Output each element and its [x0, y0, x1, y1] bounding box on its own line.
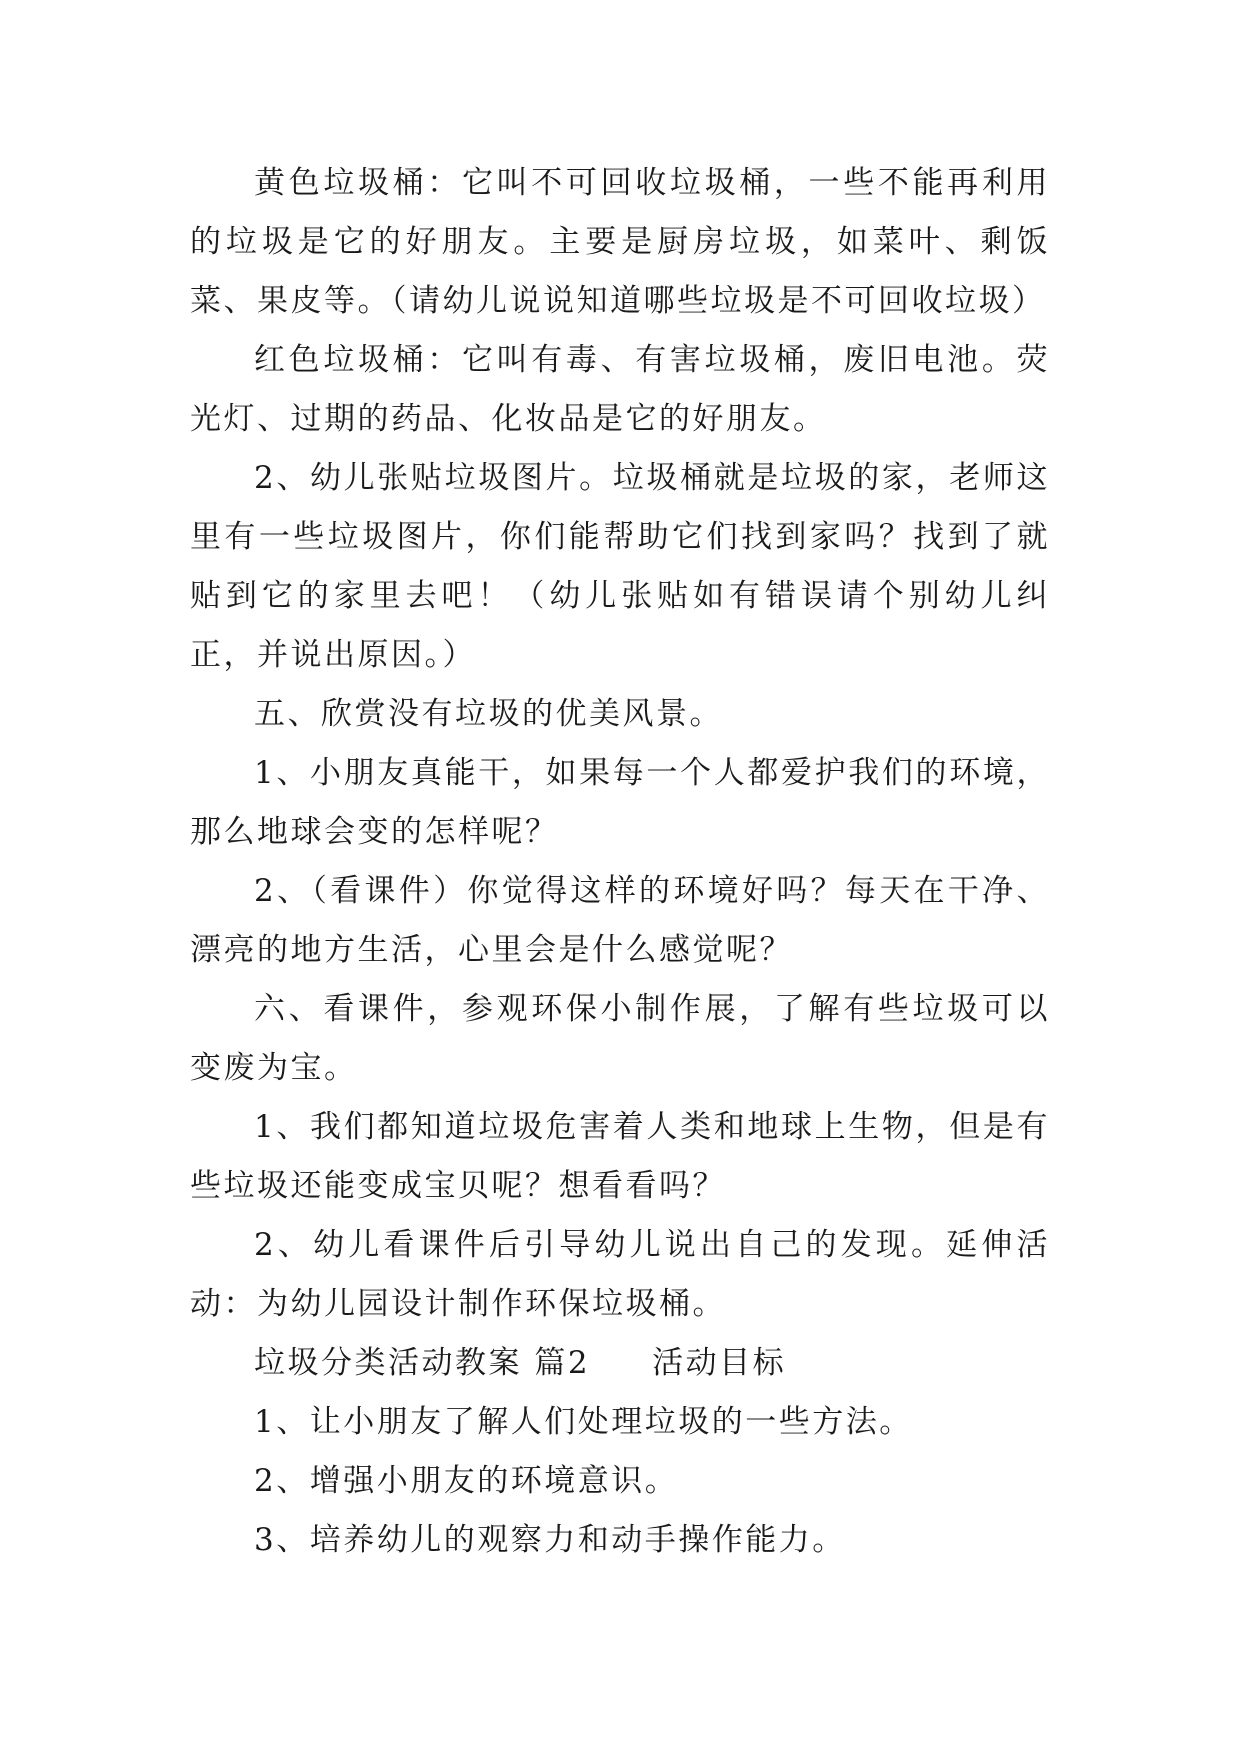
section-title: 垃圾分类活动教案 篇2 — [254, 1345, 591, 1381]
paragraph-step-2-post-pictures: 2、幼儿张贴垃圾图片。垃圾桶就是垃圾的家，老师这里有一些垃圾图片，你们能帮助它们找到家吗？找到了就贴到它的家里去吧！（幼儿张贴如有错误请个别幼儿纠正，并说出原因。） — [190, 460, 1050, 673]
paragraph-six-item-1: 1、我们都知道垃圾危害着人类和地球上生物，但是有些垃圾还能变成宝贝呢？想看看吗？ — [190, 1109, 1050, 1204]
paragraph-six-item-2: 2、幼儿看课件后引导幼儿说出自己的发现。延伸活动：为幼儿园设计制作环保垃圾桶。 — [190, 1227, 1050, 1322]
paragraph-yellow-bin: 黄色垃圾桶：它叫不可回收垃圾桶，一些不能再利用的垃圾是它的好朋友。主要是厨房垃圾，如菜叶、剩饭菜、果皮等。（请幼儿说说知道哪些垃圾是不可回收垃圾） — [190, 165, 1050, 319]
paragraph-section-six: 六、看课件，参观环保小制作展，了解有些垃圾可以变废为宝。 — [190, 991, 1050, 1086]
paragraph-section-five: 五、欣赏没有垃圾的优美风景。 — [254, 696, 723, 732]
paragraph-five-item-2: 2、（看课件）你觉得这样的环境好吗？每天在干净、漂亮的地方生活，心里会是什么感觉呢？ — [190, 873, 1050, 968]
paragraph-red-bin: 红色垃圾桶：它叫有毒、有害垃圾桶，废旧电池。荧光灯、过期的药品、化妆品是它的好朋友。 — [190, 342, 1050, 437]
goal-item-3: 3、培养幼儿的观察力和动手操作能力。 — [254, 1522, 846, 1558]
section-subtitle: 活动目标 — [652, 1345, 787, 1381]
goal-item-2: 2、增强小朋友的环境意识。 — [254, 1463, 679, 1499]
document-body — [190, 154, 1050, 1570]
paragraph-five-item-1: 1、小朋友真能干，如果每一个人都爱护我们的环境，那么地球会变的怎样呢？ — [190, 755, 1050, 850]
section-heading — [190, 1334, 1050, 1393]
goal-item-1: 1、让小朋友了解人们处理垃圾的一些方法。 — [254, 1404, 913, 1440]
